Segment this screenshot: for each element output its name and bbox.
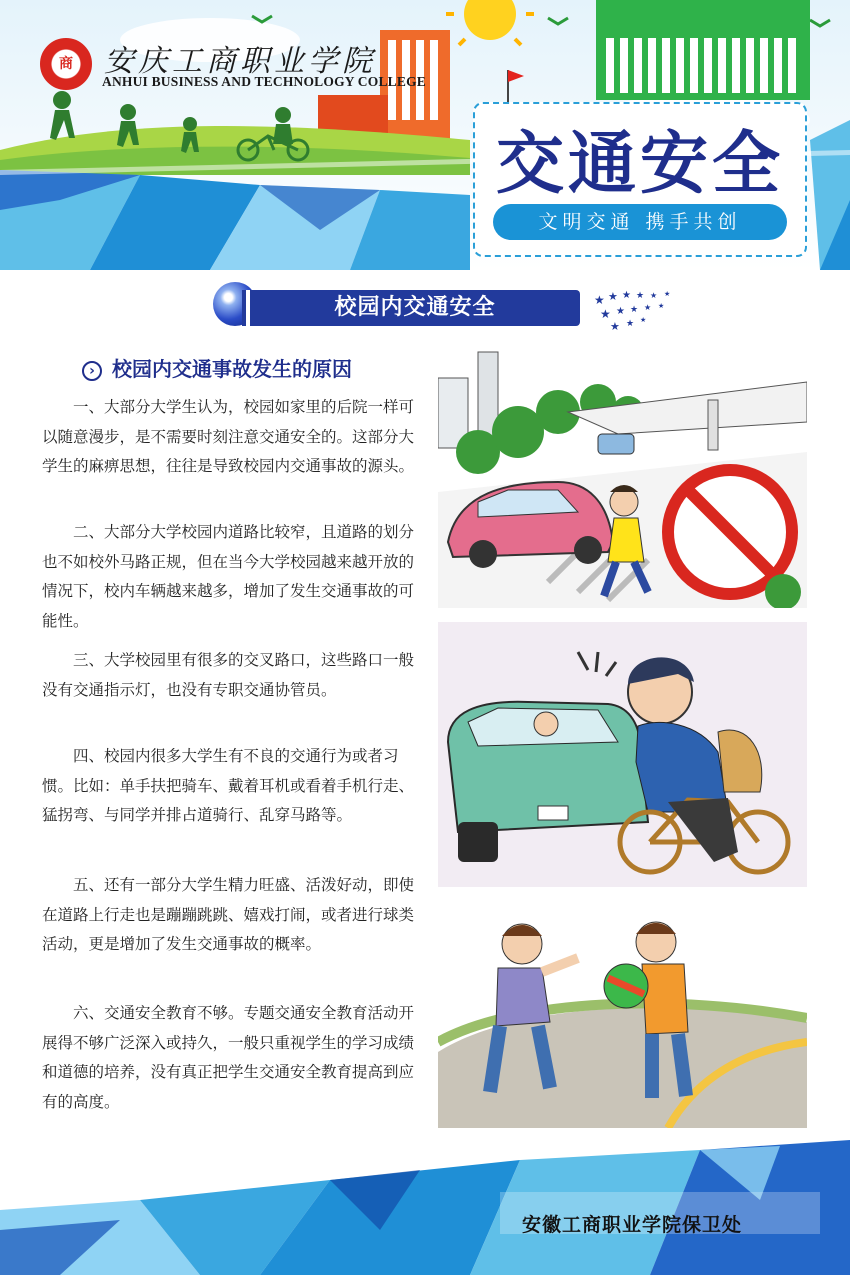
illustration-cyclist-earphones [438, 622, 807, 887]
svg-text:★: ★ [600, 307, 611, 321]
svg-text:★: ★ [626, 319, 635, 329]
illustration-boys-playing-ball [438, 902, 807, 1128]
college-name-cn: 安庆工商职业学院 [104, 44, 376, 79]
paragraph-6: 六、交通安全教育不够。专题交通安全教育活动开展得不够广泛深入或持久，一般只重视学生的学习成绩和道德的培养，没有真正把学生交通安全教育提高到应有的高度。 [42, 1004, 415, 1111]
svg-text:★: ★ [594, 293, 605, 307]
svg-text:★: ★ [636, 291, 645, 301]
section-title: 校园内交通安全 [334, 295, 496, 320]
svg-text:★: ★ [608, 290, 618, 303]
paragraph-3: 三、大学校园里有很多的交叉路口，这些路口一般没有交通指示灯，也没有专职交通协管员。 [42, 651, 415, 699]
paragraph-1: 一、大部分大学生认为，校园如家里的后院一样可以随意漫步，是不需要时刻注意交通安全的。这部分大学生的麻痹思想，往往是导致校园内交通事故的源头。 [42, 398, 415, 475]
svg-text:★: ★ [664, 290, 671, 298]
svg-text:★: ★ [616, 306, 625, 317]
slogan-pill: 文明交通 携手共创 [493, 204, 787, 240]
svg-text:★: ★ [644, 303, 652, 312]
chevron-right-circle-icon: › [82, 361, 102, 381]
main-title: 交通安全 [495, 125, 784, 204]
svg-text:★: ★ [640, 316, 647, 324]
footer-background [0, 1140, 850, 1275]
college-logo [40, 38, 92, 90]
svg-text:★: ★ [630, 305, 639, 315]
title-box [473, 102, 807, 257]
article-subheading-text: 校园内交通事故发生的原因 [112, 357, 352, 381]
svg-text:★: ★ [610, 320, 620, 333]
svg-text:★: ★ [650, 291, 658, 300]
paragraph-5: 五、还有一部分大学生精力旺盛、活泼好动，即使在道路上行走也是蹦蹦跳跳、嬉戏打闹，或者进行球类活动，更是增加了发生交通事故的概率。 [42, 876, 415, 953]
paragraph-2: 二、大部分大学校园内道路比较窄，且道路的划分也不如校外马路正规，但在当今大学校园越来越开放的情况下，校内车辆越来越多，增加了发生交通事故的可能性。 [42, 523, 415, 630]
footer-department: 安徽工商职业学院保卫处 [522, 1214, 743, 1236]
svg-text:★: ★ [658, 302, 665, 310]
illustration-car-pedestrian [438, 342, 807, 608]
article-subheading [82, 353, 352, 382]
poster-header [0, 0, 850, 270]
star-cluster-icon [590, 284, 690, 334]
svg-text:★: ★ [622, 290, 631, 301]
college-name-en: ANHUI BUSINESS AND TECHNOLOGY COLLEGE [102, 74, 426, 89]
logo-glyph: 商 [59, 56, 73, 72]
paragraph-4: 四、校园内很多大学生有不良的交通行为或者习惯。比如：单手扶把骑车、戴着耳机或看着手机行走、猛拐弯、与同学并排占道骑行、乱穿马路等。 [42, 747, 415, 824]
section-band [250, 290, 580, 326]
